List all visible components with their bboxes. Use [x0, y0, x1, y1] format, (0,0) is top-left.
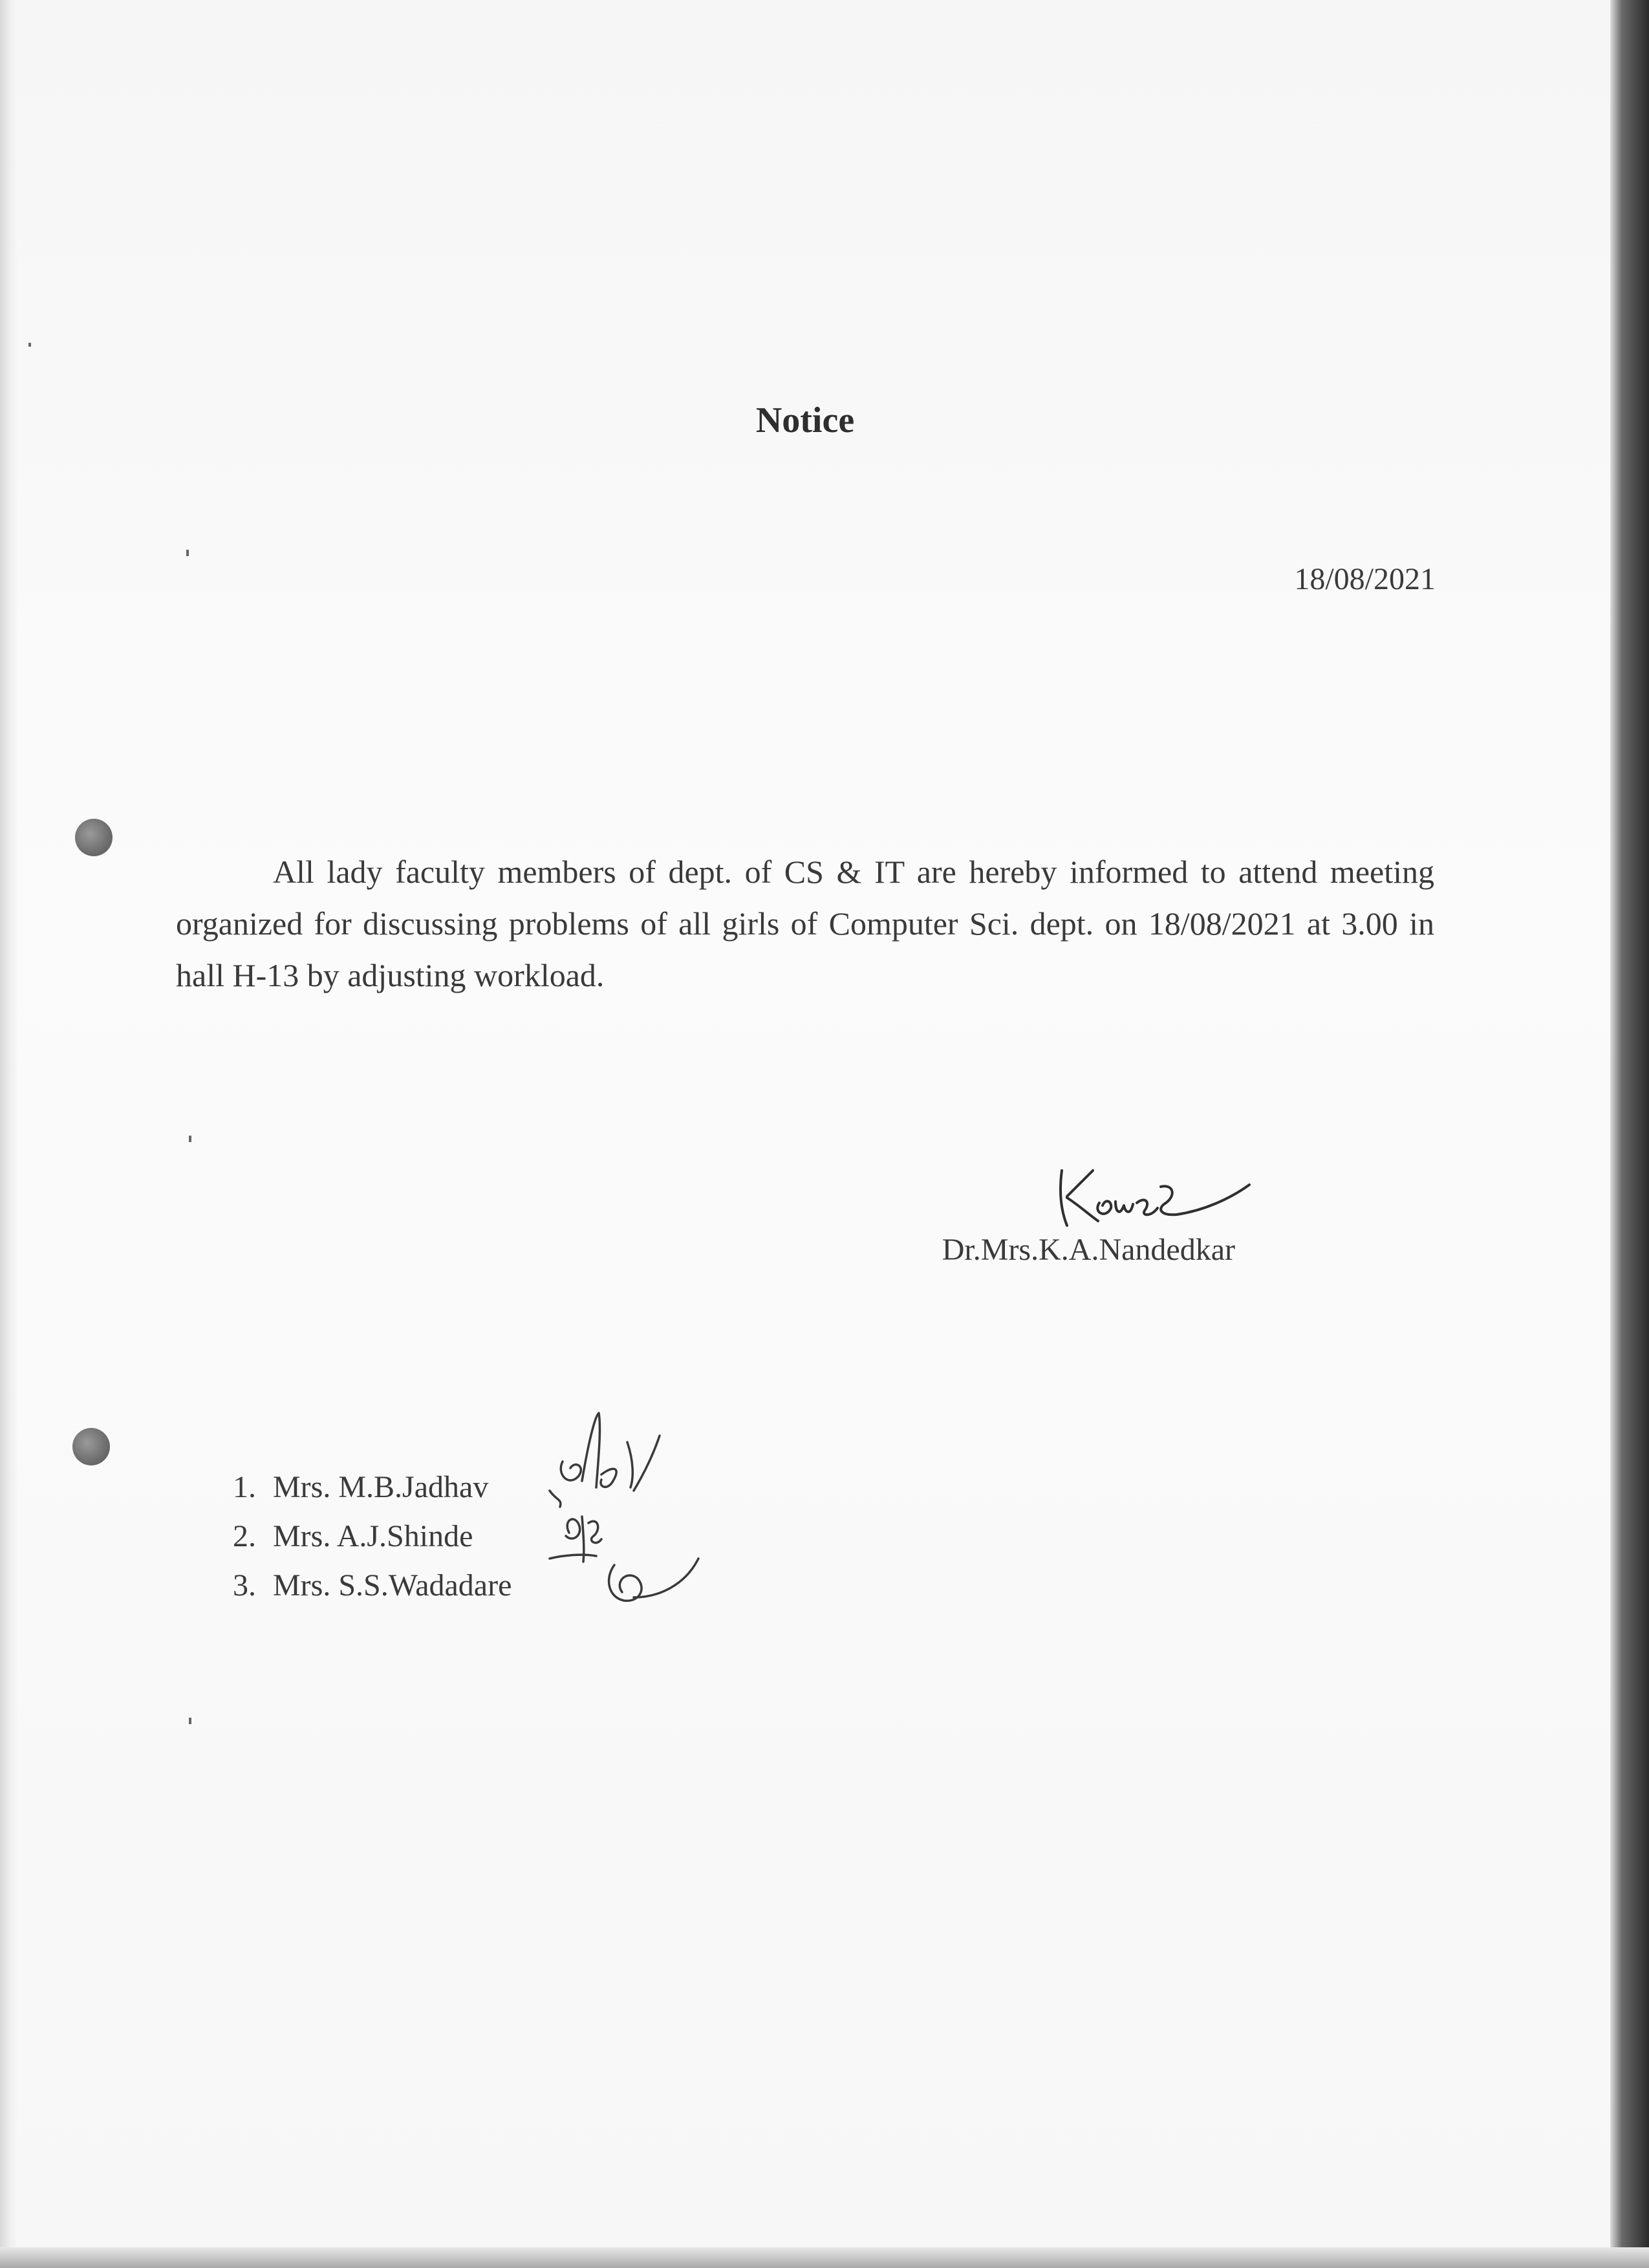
list-item-number: 2.: [233, 1519, 256, 1553]
recipient-name: Mrs. M.B.Jadhav: [273, 1470, 489, 1504]
recipient-name: Mrs. S.S.Wadadare: [273, 1568, 512, 1603]
signatory-name: Dr.Mrs.K.A.Nandedkar: [942, 1233, 1235, 1267]
scan-bottom-edge-shadow: [0, 2247, 1649, 2268]
list-item-number: 3.: [233, 1568, 256, 1603]
notice-body: All lady faculty members of dept. of CS & IT are hereby informed to attend meeting organized for discussing problems of all girls of Computer Sci. dept. on 18/08/2021 at 3.00 in hall H-13 by adjusting workload.: [176, 854, 1434, 993]
punch-hole-bottom: [72, 1428, 110, 1465]
scan-speck: [189, 1136, 191, 1142]
scan-left-edge-shadow: [0, 0, 17, 2268]
list-item-number: 1.: [233, 1470, 256, 1504]
signatory-signature: [1048, 1151, 1255, 1235]
recipient-initials: [537, 1403, 705, 1623]
scan-speck: [28, 343, 31, 347]
notice-date: 18/08/2021: [1294, 562, 1436, 596]
recipient-name: Mrs. A.J.Shinde: [273, 1519, 473, 1553]
punch-hole-top: [75, 819, 113, 856]
scan-right-edge-shadow: [1610, 0, 1649, 2268]
scan-speck: [186, 550, 189, 556]
notice-title: Notice: [755, 400, 855, 440]
scan-speck: [189, 1718, 191, 1724]
